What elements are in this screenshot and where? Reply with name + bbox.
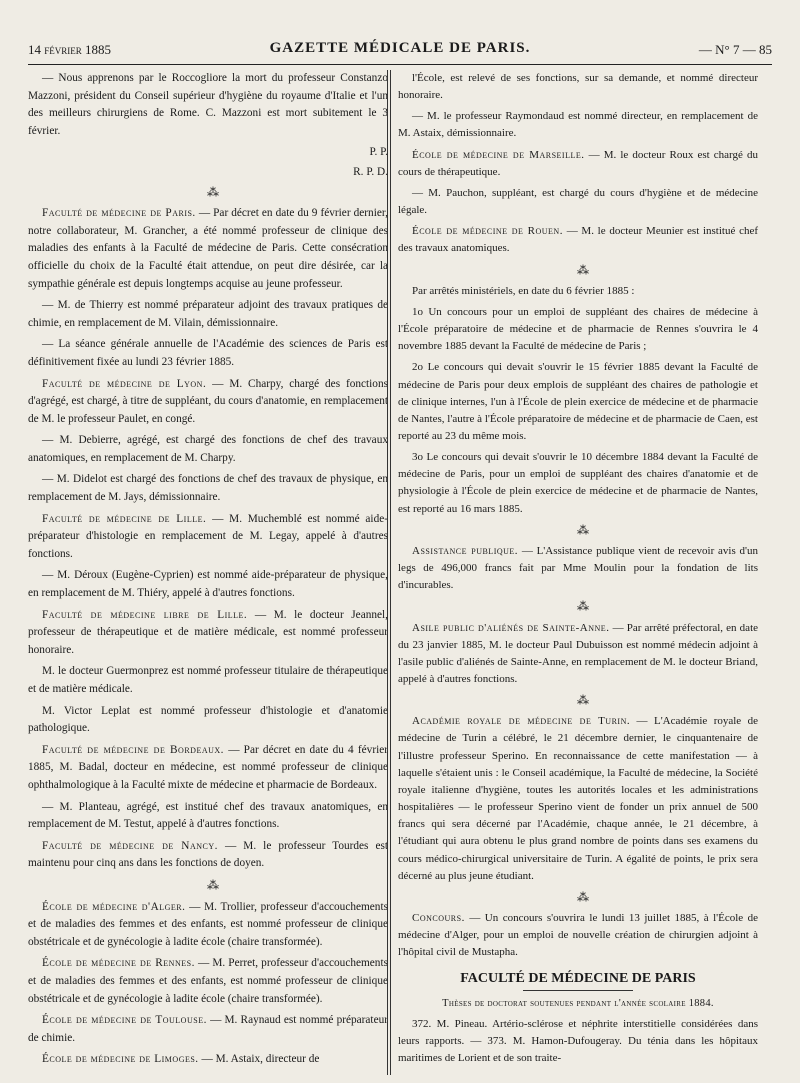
paragraph-text: — M. Raynaud est nommé préparateur de chimie. bbox=[28, 1014, 388, 1044]
asterism: ⁂ bbox=[577, 889, 593, 904]
paragraph: l'École, est relevé de ses fonctions, sur sa demande, et nommé directeur honoraire. bbox=[398, 72, 758, 102]
paragraph-text: — L'Académie royale de médecine de Turin a célébré, le 21 décembre dernier, le cinquantenaire de l'illustre professeur Sperino. En reconnaissance de cette manifestation — à laquelle s'étaient unis : le Conseil académique, la Faculté de médecine, la Société royale italienne d'hygiène, toutes les autorités locales et les administrations hospitalières — le professeur Sperino vient de fonder un prix annuel de 500 francs qui sera décerné par l'Académie, chaque année, le 21 décembre, à l'étudiant qui aura obtenu le plus grand nombre de points dans ses examens du cours médico-chirurgical universitaire de Turin. A égalité de points, le prix sera décerné au plus jeune étudiant. bbox=[398, 715, 759, 882]
paragraph-text: — Par arrêté préfectoral, en date du 23 janvier 1885, M. le docteur Paul Dubuisson est nommé médecin adjoint à l'asile public d'aliénés de Sainte-Anne, en remplacement de M. le docteur Briand, appelé à d'autres fonctions. bbox=[398, 621, 759, 685]
section-lead: École de médecine d'Alger. bbox=[42, 900, 186, 913]
paragraph: — M. le professeur Raymondaud est nommé directeur, en remplacement de M. Astaix, démissionnaire. bbox=[398, 110, 758, 140]
paragraph bbox=[398, 910, 758, 961]
paragraph-text: — M. le professeur Tourdes est maintenu pour cinq ans dans les fonctions de doyen. bbox=[28, 839, 388, 870]
section-lead: École de médecine de Rouen. bbox=[412, 225, 563, 238]
paragraph bbox=[398, 223, 758, 257]
paragraph-text: — M. Trollier, professeur d'accouchements et de maladies des femmes et des enfants, est nommé professeur de clinique obstétricale et de gynécologie à ladite école (chaire transformée). bbox=[28, 900, 388, 948]
paragraph: — M. Pauchon, suppléant, est chargé du cours d'hygiène et de médecine légale. bbox=[398, 186, 758, 217]
section-lead: Concours. bbox=[412, 912, 465, 925]
column-divider bbox=[387, 70, 388, 1075]
paragraph: — M. Planteau, agrégé, est institué chef des travaux anatomiques, en remplacement de M. Testut, appelé à d'autres fonctions. bbox=[28, 800, 388, 831]
paragraph bbox=[28, 1051, 388, 1069]
paragraph-text: — Par décret en date du 9 février dernier, notre collaborateur, M. Grancher, a été nommé professeur de clinique des maladies des enfants à la Faculté de médecine de Paris. Cette consécration officielle du choix de la Faculté était attendue, on peut dire désirée, car la sympathie générale est depuis longtemps acquise au jeune professeur. bbox=[28, 207, 388, 290]
section-lead: Assistance publique. bbox=[412, 544, 519, 557]
paragraph-text: — M. Charpy, chargé des fonctions d'agrégé, est chargé, à titre de suppléant, du cours d'anatomie, en remplacement de M. le professeur Paulet, en congé. bbox=[28, 377, 389, 425]
section-lead: Faculté de médecine de Paris. bbox=[42, 207, 196, 220]
paragraph: — M. Debierre, agrégé, est chargé des fonctions de chef des travaux anatomiques, en remplacement de M. Charpy. bbox=[28, 434, 388, 464]
paragraph-text: — M. le docteur Meunier est institué chef des travaux anatomiques. bbox=[398, 225, 759, 255]
paragraph bbox=[28, 955, 388, 1008]
paragraph: — M. Didelot est chargé des fonctions de chef des travaux de physique, en remplacement de M. Jays, démissionnaire. bbox=[28, 473, 388, 504]
paragraph: Par arrêtés ministériels, en date du 6 février 1885 : bbox=[412, 284, 635, 297]
page-header bbox=[28, 40, 772, 62]
signature: R. P. D. bbox=[353, 165, 388, 178]
paragraph: — M. Déroux (Eugène-Cyprien) est nommé aide-préparateur de physique, en remplacement de M. Thiéry, appelé à d'autres fonctions. bbox=[28, 569, 388, 600]
paragraph bbox=[28, 511, 388, 564]
asterism: ⁂ bbox=[577, 522, 593, 537]
paragraph-text: — M. Muchemblé est nommé aide-préparateur d'histologie en remplacement de M. Legay, appelé à d'autres fonctions. bbox=[28, 512, 388, 560]
section-lead: Faculté de médecine de Lyon. bbox=[42, 377, 207, 390]
paragraph bbox=[398, 713, 758, 885]
paragraph bbox=[28, 1012, 388, 1047]
header-number: — N° 7 — 85 bbox=[698, 42, 772, 57]
paragraph: M. Victor Leplat est nommé professeur d'histologie et d'anatomie pathologique. bbox=[28, 704, 388, 735]
paragraph bbox=[398, 620, 758, 689]
section-lead: Faculté de médecine de Bordeaux. bbox=[42, 743, 224, 756]
section-lead: Faculté de médecine libre de Lille. bbox=[42, 608, 248, 621]
section-lead: Académie royale de médecine de Turin. bbox=[412, 715, 631, 728]
paragraph-text: — Par décret en date du 4 février 1885, M. Badal, docteur en médecine, est nommé professeur de clinique ophthalmologique à la Faculté mixte de médecine et pharmacie de Bordeaux. bbox=[28, 743, 388, 791]
paragraph: 372. M. Pineau. Artério-sclérose et néphrite interstitielle considérées dans leurs rapports. — 373. M. Hamon-Dufougeray. Du ténia dans les hôpitaux maritimes de Lorient et de son traite- bbox=[398, 1017, 758, 1065]
paragraph bbox=[28, 899, 388, 952]
paragraph bbox=[28, 607, 388, 660]
signature: P. P. bbox=[369, 146, 388, 159]
section-subtitle: Thèses de doctorat soutenues pendant l'année scolaire 1884. bbox=[442, 997, 714, 1009]
separator-rule bbox=[523, 990, 633, 991]
section-lead: École de médecine de Marseille. bbox=[412, 148, 585, 161]
header-rule bbox=[28, 64, 772, 65]
paragraph-text: — M. le docteur Roux est chargé du cours de thérapeutique. bbox=[398, 148, 758, 178]
paragraph-text: — L'Assistance publique vient de recevoir avis d'un legs de 496,000 francs fait par Mme Moulin pour la fondation de lits d'incurables. bbox=[398, 544, 758, 592]
paragraph bbox=[28, 838, 388, 873]
section-lead: Faculté de médecine de Nancy. bbox=[42, 839, 218, 852]
paragraph: — Nous apprenons par le Roccogliore la mort du professeur Constanzo Mazzoni, président du Conseil supérieur d'hygiène du royaume d'Italie et l'un des meilleurs chirurgiens de Rome. C. Mazzoni est mort subitement le 3 février. bbox=[28, 72, 388, 137]
paragraph-text: — Un concours s'ouvrira le lundi 13 juillet 1885, à l'École de médecine d'Alger, pour un emploi de nouvelle création de chirurgien adjoint à l'hôpital civil de Mustapha. bbox=[398, 912, 758, 959]
asterism: ⁂ bbox=[577, 262, 593, 277]
section-lead: École de médecine de Toulouse. bbox=[42, 1014, 207, 1027]
asterism: ⁂ bbox=[207, 184, 223, 199]
paragraph: 1o Un concours pour un emploi de suppléant des chaires de médecine à l'École préparatoire de médecine et de pharmacie de Rennes s'ouvrira le 4 novembre 1885 devant la Faculté de médecine de Paris ; bbox=[398, 305, 758, 353]
section-lead: Faculté de médecine de Lille. bbox=[42, 512, 207, 525]
asterism: ⁂ bbox=[577, 693, 593, 708]
header-date: 14 février 1885 bbox=[28, 42, 112, 57]
paragraph: — La séance générale annuelle de l'Académie des sciences de Paris est définitivement fixée au lundi 23 février 1885. bbox=[28, 338, 388, 368]
section-lead: École de médecine de Limoges. bbox=[42, 1053, 199, 1066]
paragraph: M. le docteur Guermonprez est nommé professeur titulaire de thérapeutique et de matière médicale. bbox=[28, 665, 388, 695]
section-lead: Asile public d'aliénés de Sainte-Anne. bbox=[412, 621, 610, 634]
header-title: GAZETTE MÉDICALE DE PARIS. bbox=[269, 40, 531, 56]
paragraph-text: — M. le docteur Jeannel, professeur de thérapeutique et de matière médicale, est nommé professeur honoraire. bbox=[28, 608, 388, 656]
paragraph-text: — M. Perret, professeur d'accouchements et de maladies des femmes et des enfants, est nommé professeur de clinique obstétricale et de gynécologie à ladite école (chaire transformée). bbox=[28, 957, 388, 1005]
paragraph bbox=[398, 147, 758, 181]
paragraph: 3o Le concours qui devait s'ouvrir le 10 décembre 1884 devant la Faculté de médecine de Paris, pour un emploi de suppléant des chaires d'anatomie et de physiologie à l'École de plein exercice de médecine et de pharmacie de Nantes, est reporté au 16 mars 1885. bbox=[398, 451, 758, 515]
section-lead: École de médecine de Rennes. bbox=[42, 957, 195, 970]
asterism: ⁂ bbox=[207, 877, 223, 892]
paragraph bbox=[28, 205, 388, 293]
paragraph bbox=[398, 543, 758, 594]
paragraph: — M. de Thierry est nommé préparateur adjoint des travaux pratiques de chimie, en remplacement de M. Vilain, démissionnaire. bbox=[28, 299, 388, 329]
paragraph bbox=[28, 376, 388, 429]
paragraph-text: — M. Astaix, directeur de bbox=[201, 1053, 320, 1066]
section-title: FACULTÉ DE MÉDECINE DE PARIS bbox=[460, 970, 696, 986]
left-column bbox=[28, 70, 388, 1073]
column-divider bbox=[390, 70, 391, 1075]
paragraph: 2o Le concours qui devait s'ouvrir le 15 février 1885 devant la Faculté de médecine de Paris pour deux emplois de suppléant des chaires de pathologie et de clinique internes, l'un à l'École de plein exercice de médecine et de pharmacie de Nantes, l'autre à l'École préparatoire de médecine et de pharmacie de Caen, est reporté au 23 du même mois. bbox=[398, 361, 758, 442]
paragraph bbox=[28, 742, 388, 795]
asterism: ⁂ bbox=[577, 599, 593, 614]
right-column bbox=[398, 70, 758, 1071]
